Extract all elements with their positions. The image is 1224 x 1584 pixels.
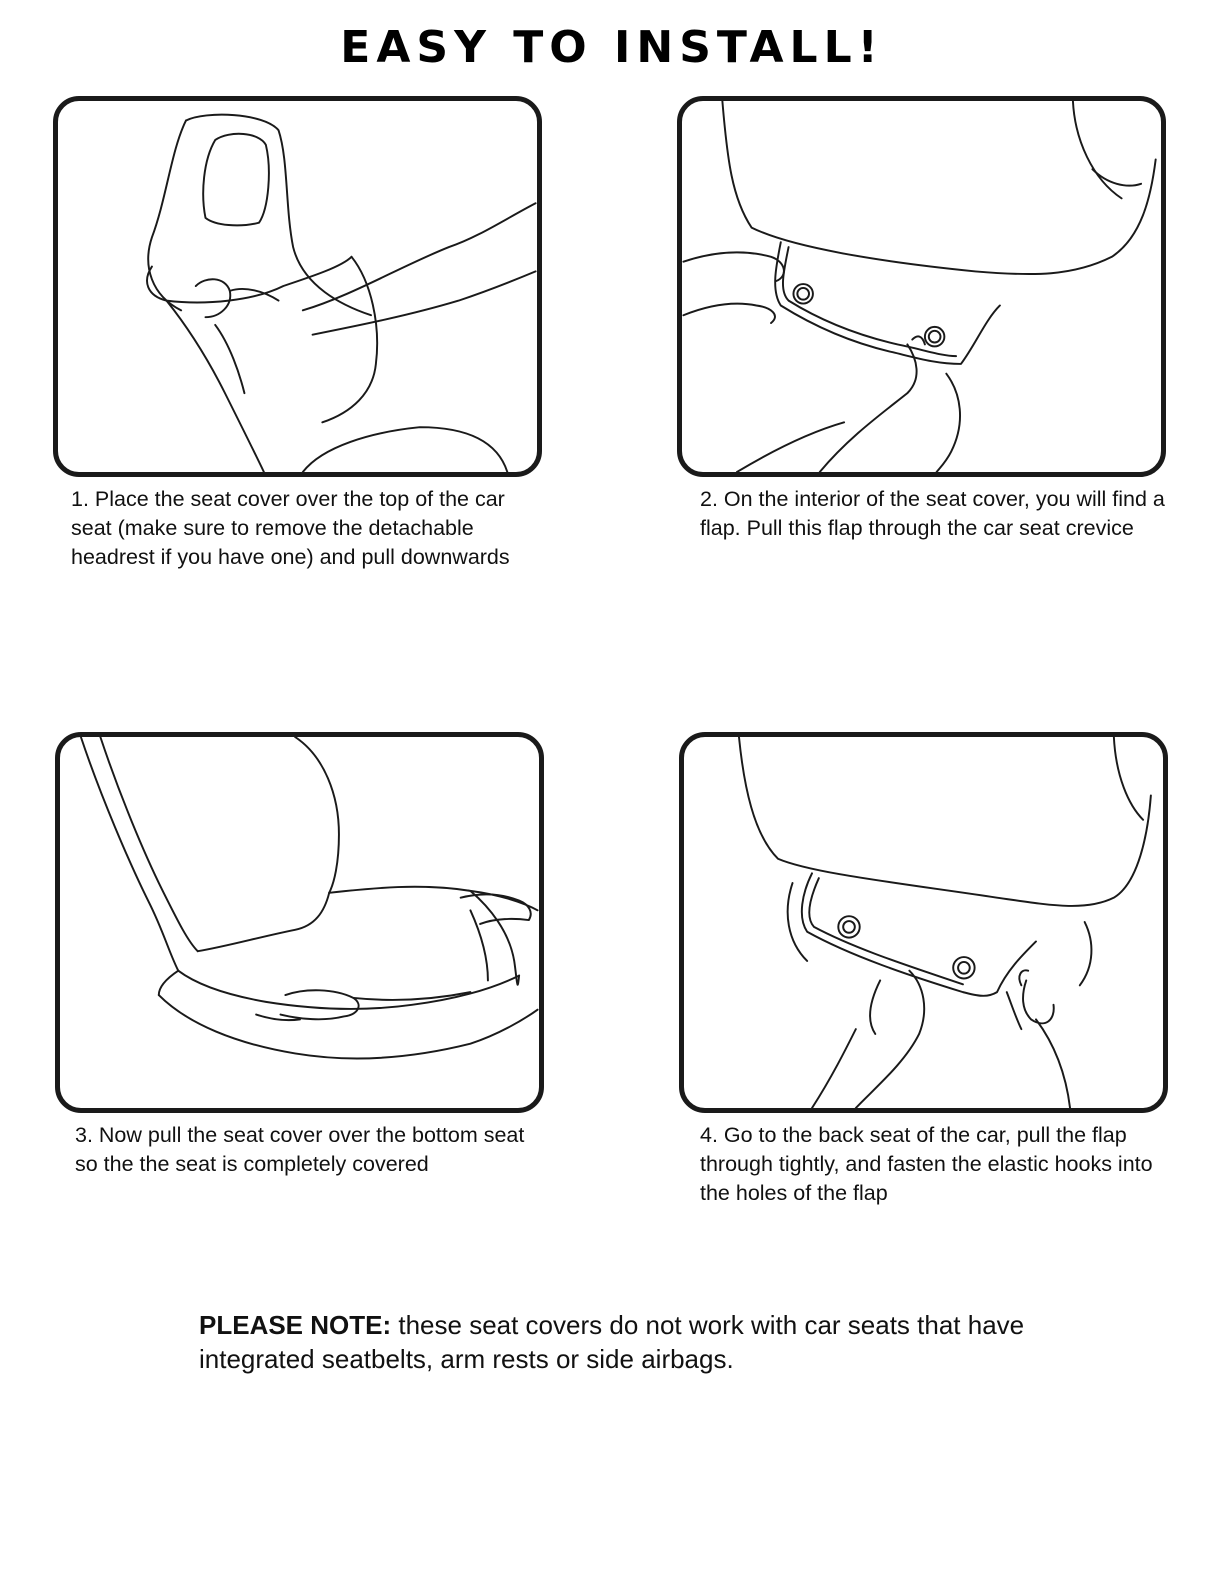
page-title: EASY TO INSTALL! <box>340 22 884 73</box>
step-1-illustration-panel <box>53 96 542 477</box>
fasten-hooks-illustration <box>684 737 1163 1108</box>
please-note-text: these seat covers do not work with car seats that have integrated seatbelts, arm rests or side airbags. <box>199 1310 1025 1374</box>
pull-flap-illustration <box>682 101 1161 472</box>
step-4-caption: 4. Go to the back seat of the car, pull the flap through tightly, and fasten the elastic hooks into the holes of the flap <box>700 1123 1153 1205</box>
step-4-illustration-panel <box>679 732 1168 1113</box>
step-2-illustration-panel <box>677 96 1166 477</box>
seat-cover-over-top-illustration <box>58 101 537 472</box>
step-1-caption: 1. Place the seat cover over the top of the car seat (make sure to remove the detachable headrest if you have one) and pull downwards <box>71 487 510 569</box>
step-3-caption: 3. Now pull the seat cover over the bottom seat so the the seat is completely covered <box>75 1123 525 1176</box>
cover-bottom-seat-illustration <box>60 737 539 1108</box>
please-note-label: PLEASE NOTE: <box>199 1310 392 1340</box>
please-note <box>199 1308 1059 1376</box>
step-3-illustration-panel <box>55 732 544 1113</box>
step-2-caption: 2. On the interior of the seat cover, you will find a flap. Pull this flap through the car seat crevice <box>700 487 1165 540</box>
